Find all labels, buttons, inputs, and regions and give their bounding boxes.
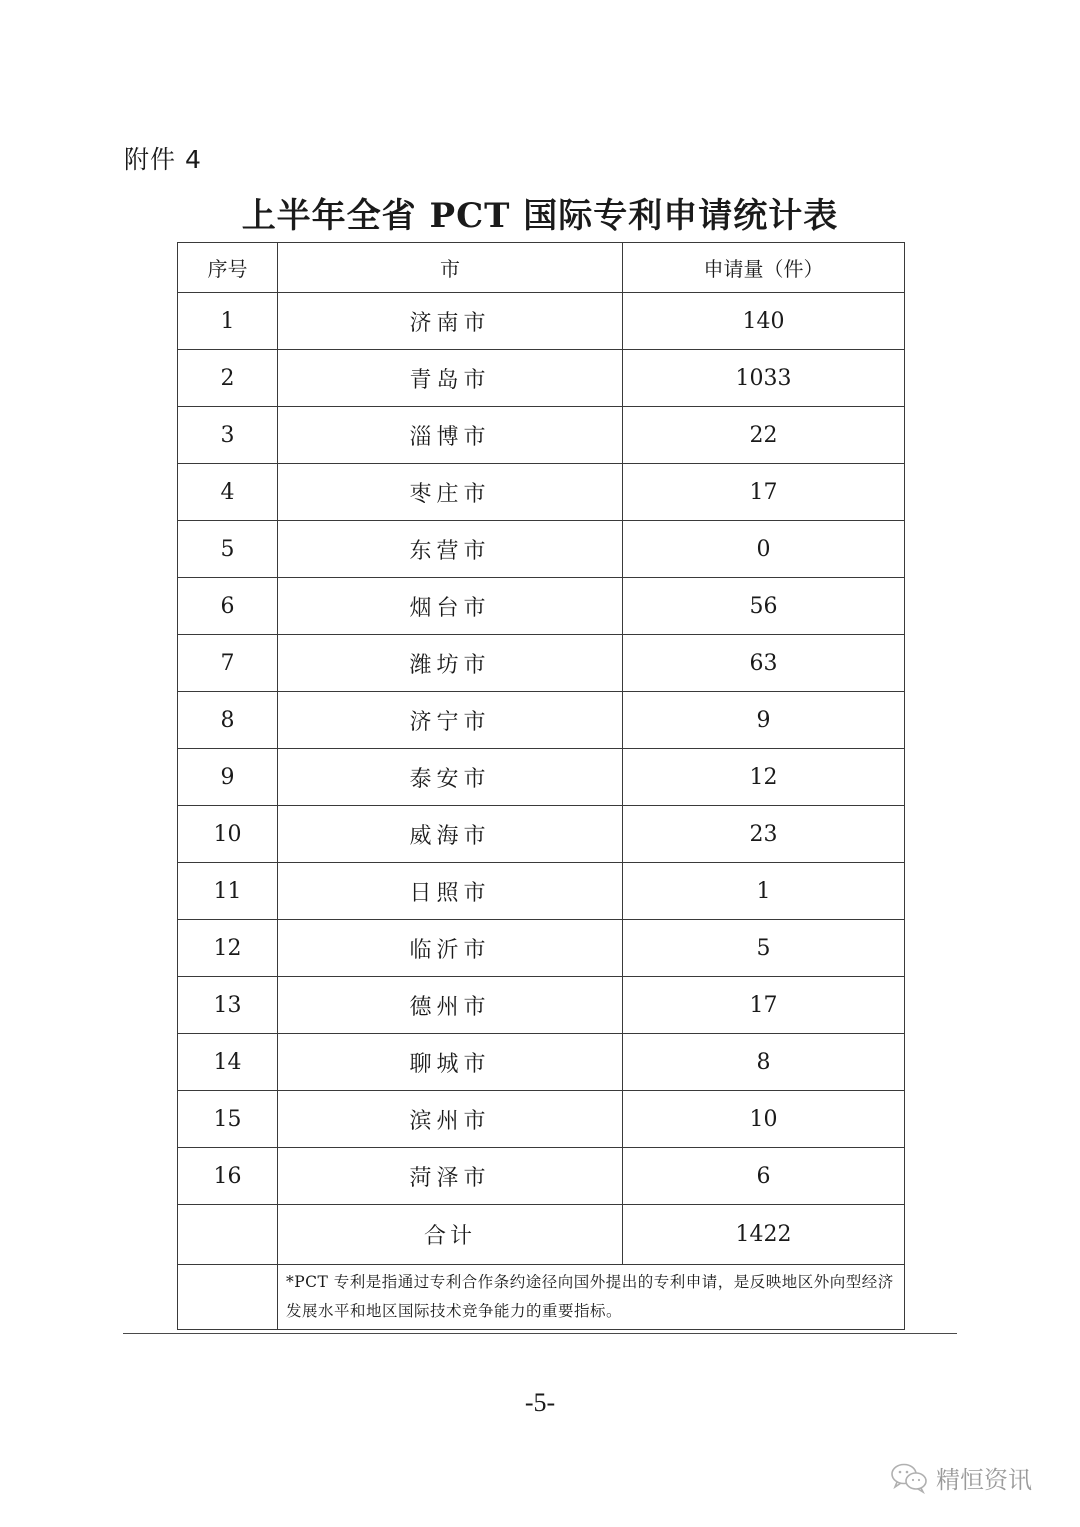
row-city: 济南市 bbox=[278, 293, 623, 350]
table-row bbox=[178, 920, 905, 977]
row-city: 东营市 bbox=[278, 521, 623, 578]
row-city: 济宁市 bbox=[278, 692, 623, 749]
row-count: 56 bbox=[623, 578, 905, 635]
row-count: 22 bbox=[623, 407, 905, 464]
table-row bbox=[178, 1148, 905, 1205]
table-row bbox=[178, 1034, 905, 1091]
row-index: 14 bbox=[178, 1034, 278, 1091]
row-city: 淄博市 bbox=[278, 407, 623, 464]
row-city: 临沂市 bbox=[278, 920, 623, 977]
footnote-text: *PCT 专利是指通过专利合作条约途径向国外提出的专利申请，是反映地区外向型经济发展水平和地区国际技术竞争能力的重要指标。 bbox=[278, 1265, 905, 1330]
row-count: 8 bbox=[623, 1034, 905, 1091]
row-index: 10 bbox=[178, 806, 278, 863]
row-index: 5 bbox=[178, 521, 278, 578]
table-row bbox=[178, 635, 905, 692]
row-index: 12 bbox=[178, 920, 278, 977]
row-city: 聊城市 bbox=[278, 1034, 623, 1091]
table-row bbox=[178, 464, 905, 521]
row-city: 泰安市 bbox=[278, 749, 623, 806]
row-city: 潍坊市 bbox=[278, 635, 623, 692]
row-index: 13 bbox=[178, 977, 278, 1034]
row-city: 青岛市 bbox=[278, 350, 623, 407]
note-empty-cell bbox=[178, 1265, 278, 1330]
table-row bbox=[178, 407, 905, 464]
row-index: 8 bbox=[178, 692, 278, 749]
row-count: 17 bbox=[623, 977, 905, 1034]
row-city: 烟台市 bbox=[278, 578, 623, 635]
header-count: 申请量（件） bbox=[623, 243, 905, 293]
row-index: 3 bbox=[178, 407, 278, 464]
row-index: 2 bbox=[178, 350, 278, 407]
table-row bbox=[178, 521, 905, 578]
row-index: 16 bbox=[178, 1148, 278, 1205]
table-row bbox=[178, 749, 905, 806]
header-index: 序号 bbox=[178, 243, 278, 293]
table-row bbox=[178, 977, 905, 1034]
row-count: 5 bbox=[623, 920, 905, 977]
row-count: 140 bbox=[623, 293, 905, 350]
row-city: 滨州市 bbox=[278, 1091, 623, 1148]
row-count: 1033 bbox=[623, 350, 905, 407]
table-header-row bbox=[178, 243, 905, 293]
total-label: 合计 bbox=[278, 1205, 623, 1265]
row-index: 15 bbox=[178, 1091, 278, 1148]
row-index: 6 bbox=[178, 578, 278, 635]
row-count: 0 bbox=[623, 521, 905, 578]
page-number: -5- bbox=[524, 1388, 556, 1417]
document-title: 上半年全省 PCT 国际专利申请统计表 bbox=[241, 196, 839, 236]
row-index: 1 bbox=[178, 293, 278, 350]
row-city: 日照市 bbox=[278, 863, 623, 920]
row-index: 4 bbox=[178, 464, 278, 521]
row-count: 10 bbox=[623, 1091, 905, 1148]
table-row bbox=[178, 806, 905, 863]
row-index: 9 bbox=[178, 749, 278, 806]
total-row bbox=[178, 1205, 905, 1265]
table-row bbox=[178, 293, 905, 350]
row-index: 11 bbox=[178, 863, 278, 920]
wechat-icon bbox=[890, 1462, 930, 1494]
row-count: 6 bbox=[623, 1148, 905, 1205]
row-count: 23 bbox=[623, 806, 905, 863]
watermark-text: 精恒资讯 bbox=[936, 1466, 1032, 1494]
table-row bbox=[178, 1091, 905, 1148]
header-city: 市 bbox=[278, 243, 623, 293]
watermark bbox=[890, 1460, 1032, 1495]
total-count: 1422 bbox=[623, 1205, 905, 1265]
footer-divider bbox=[123, 1333, 957, 1334]
row-city: 德州市 bbox=[278, 977, 623, 1034]
row-count: 17 bbox=[623, 464, 905, 521]
row-count: 1 bbox=[623, 863, 905, 920]
row-city: 菏泽市 bbox=[278, 1148, 623, 1205]
row-index: 7 bbox=[178, 635, 278, 692]
total-index bbox=[178, 1205, 278, 1265]
table-row bbox=[178, 578, 905, 635]
table-row bbox=[178, 692, 905, 749]
row-count: 9 bbox=[623, 692, 905, 749]
pct-statistics-table bbox=[177, 242, 905, 1330]
attachment-label: 附件 4 bbox=[124, 145, 202, 174]
table-row bbox=[178, 863, 905, 920]
row-count: 63 bbox=[623, 635, 905, 692]
note-row bbox=[178, 1265, 905, 1330]
row-city: 枣庄市 bbox=[278, 464, 623, 521]
row-city: 威海市 bbox=[278, 806, 623, 863]
table-row bbox=[178, 350, 905, 407]
row-count: 12 bbox=[623, 749, 905, 806]
